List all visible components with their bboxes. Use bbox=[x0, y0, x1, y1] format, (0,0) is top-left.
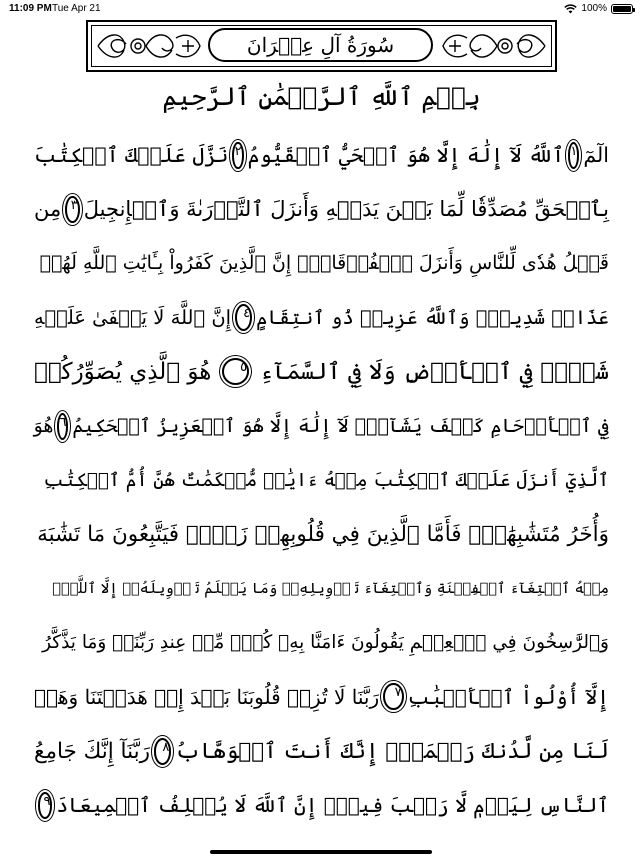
battery-percent: 100% bbox=[581, 3, 607, 14]
text-line bbox=[34, 778, 609, 832]
text-line bbox=[34, 507, 609, 561]
verse-number-marker[interactable]: ١ bbox=[568, 142, 579, 169]
verse-text: شَيۡءٞ فِي ٱلۡأَرۡضِ وَلَا فِي ٱلسَّمَآءِ bbox=[259, 358, 609, 385]
wifi-icon bbox=[564, 4, 577, 14]
home-indicator[interactable] bbox=[210, 850, 432, 854]
text-line bbox=[34, 399, 609, 453]
verse-text: وَٱلرَّٰسِخُونَ فِي ٱلۡعِلۡمِ يَقُولُونَ ءَامَنَّا بِهِۦ كُلّٞ مِّنۡ عِندِ رَبِّنَاۗ وَمَا يَذَّكَّرُ bbox=[42, 632, 609, 654]
verse-text: إِلَّآ أُوْلُواْ ٱلۡأَلۡبَٰبِ bbox=[407, 684, 609, 709]
text-line bbox=[34, 616, 609, 670]
verse-number-marker[interactable]: ٥ bbox=[222, 358, 249, 385]
text-line bbox=[34, 724, 609, 778]
text-line bbox=[34, 182, 609, 236]
verse-text: مِن bbox=[34, 197, 62, 222]
quran-page-text bbox=[34, 128, 609, 832]
text-line bbox=[34, 562, 609, 616]
status-date: Tue Apr 21 bbox=[52, 3, 101, 14]
text-line bbox=[34, 291, 609, 345]
status-right bbox=[564, 3, 633, 14]
verse-text: لَنَا مِن لَّدُنكَ رَحۡمَةًۚ إِنَّكَ أَنتَ ٱلۡوَهَّابُ bbox=[175, 738, 609, 764]
verse-number-marker[interactable]: ٣ bbox=[65, 196, 80, 223]
verse-text: وَأُخَرُ مُتَشَٰبِهَٰتٞۖ فَأَمَّا ٱلَّذِينَ فِي قُلُوبِهِمۡ زَيۡغٞ فَيَتَّبِعُونَ مَا تَشَٰبَهَ bbox=[37, 521, 609, 547]
verse-text: نَزَّلَ عَلَيۡكَ ٱلۡكِتَٰبَ bbox=[34, 143, 229, 168]
verse-number-marker[interactable]: ٦ bbox=[57, 413, 68, 440]
verse-text: هُوَ bbox=[33, 415, 54, 438]
text-line bbox=[34, 670, 609, 724]
verse-number-marker[interactable]: ٢ bbox=[232, 142, 243, 169]
verse-number-marker[interactable]: ٧ bbox=[383, 683, 404, 710]
verse-text: مِنۡهُ ٱبۡتِغَآءَ ٱلۡفِتۡنَةِ وَٱبۡتِغَآءَ تَأۡوِيلِهِۦۖ وَمَا يَعۡلَمُ تَأۡوِيلَهُۥٓ إِلَّا ٱللَّهُۗ bbox=[52, 580, 609, 597]
surah-header bbox=[86, 20, 557, 72]
status-time: 11:09 PM bbox=[9, 3, 52, 14]
verse-text: هُوَ ٱلَّذِي يُصَوِّرُكُمۡ bbox=[34, 358, 212, 385]
surah-title: سُورَةُ آلِ عِمۡرَانَ bbox=[208, 28, 433, 62]
verse-number-marker[interactable]: ٨ bbox=[154, 738, 171, 765]
status-bar bbox=[0, 0, 643, 20]
verse-text: رَبَّنَا لَا تُزِغۡ قُلُوبَنَا بَعۡدَ إِذۡ هَدَيۡتَنَا وَهَبۡ bbox=[34, 684, 380, 709]
verse-number-marker[interactable]: ٤ bbox=[235, 304, 252, 331]
ornament-left bbox=[94, 28, 204, 64]
verse-text: بِٱلۡحَقِّ مُصَدِّقٗا لِّمَا بَيۡنَ يَدَيۡهِ وَأَنزَلَ ٱلتَّوۡرَىٰةَ وَٱلۡإِنجِيلَ bbox=[83, 197, 609, 222]
basmala: بِسۡمِ ٱللَّهِ ٱلرَّحۡمَٰنِ ٱلرَّحِيمِ bbox=[162, 82, 481, 111]
ornament-right bbox=[439, 28, 549, 64]
verse-text: عَذَابٞ شَدِيدٞۗ وَٱللَّهُ عَزِيزٞ ذُو ٱنتِقَامٍ bbox=[256, 306, 609, 330]
text-line bbox=[34, 128, 609, 182]
text-line bbox=[34, 236, 609, 290]
battery-fill bbox=[613, 6, 631, 12]
verse-text: ٱللَّهُ لَآ إِلَٰهَ إِلَّا هُوَ ٱلۡحَيُّ ٱلۡقَيُّومُ bbox=[247, 143, 565, 168]
verse-text: فِي ٱلۡأَرۡحَامِ كَيۡفَ يَشَآءُۚ لَآ إِلَٰهَ إِلَّا هُوَ ٱلۡعَزِيزُ ٱلۡحَكِيمُ bbox=[72, 415, 609, 438]
verse-text: الٓمٓ bbox=[583, 143, 609, 168]
verse-text: إِنَّ ٱللَّهَ لَا يَخۡفَىٰ عَلَيۡهِ bbox=[34, 306, 232, 330]
text-line bbox=[34, 453, 609, 507]
text-line bbox=[34, 345, 609, 399]
verse-number-marker[interactable]: ٩ bbox=[38, 792, 52, 819]
verse-text: ٱلنَّاسِ لِيَوۡمٖ لَّا رَيۡبَ فِيهِۚ إِنَّ ٱللَّهَ لَا يُخۡلِفُ ٱلۡمِيعَادَ bbox=[56, 793, 609, 818]
battery-icon bbox=[611, 4, 633, 14]
verse-text: رَبَّنَآ إِنَّكَ جَامِعُ bbox=[34, 738, 150, 764]
verse-text: قَبۡلُ هُدٗى لِّلنَّاسِ وَأَنزَلَ ٱلۡفُرۡقَانَۗ إِنَّ ٱلَّذِينَ كَفَرُواْ بِـَٔايَٰتِ ٱللَّهِ لَهُمۡ bbox=[39, 252, 609, 275]
verse-text: ٱلَّذِيٓ أَنزَلَ عَلَيۡكَ ٱلۡكِتَٰبَ مِنۡهُ ءَايَٰتٞ مُّحۡكَمَٰتٌ هُنَّ أُمُّ ٱلۡكِتَٰبِ bbox=[43, 469, 609, 491]
